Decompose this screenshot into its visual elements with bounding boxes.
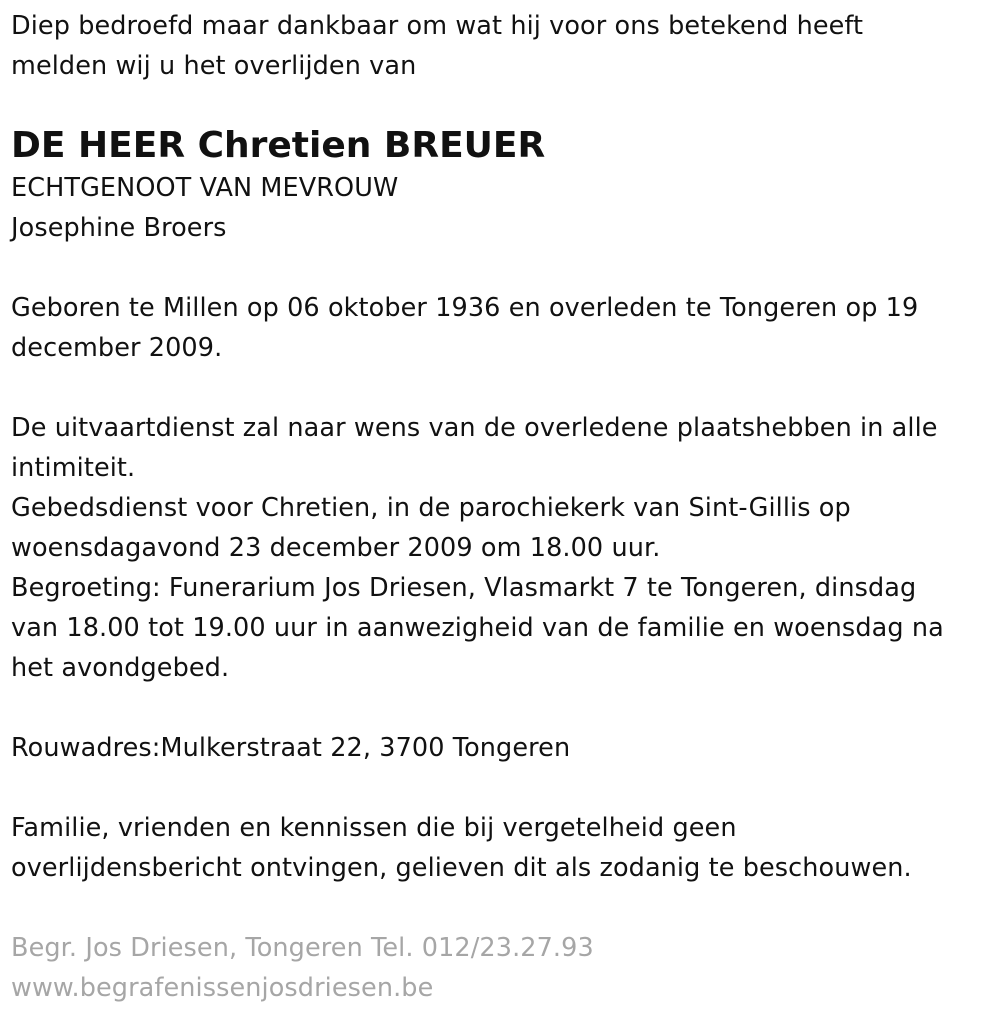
mourning-address: Rouwadres:Mulkerstraat 22, 3700 Tongeren xyxy=(11,733,571,763)
birth-death-line-1: Geboren te Millen op 06 oktober 1936 en overleden te Tongeren op 19 xyxy=(11,293,919,323)
service-line-7: het avondgebed. xyxy=(11,653,230,683)
spacer xyxy=(11,248,991,288)
relation-line: ECHTGENOOT VAN MEVROUW xyxy=(11,173,399,203)
notice-line-1: Familie, vrienden en kennissen die bij vergetelheid geen xyxy=(11,813,737,843)
obituary-document xyxy=(11,6,991,1008)
spacer xyxy=(11,888,991,928)
undertaker-website[interactable]: www.begrafenissenjosdriesen.be xyxy=(11,973,434,1003)
service-line-6: van 18.00 tot 19.00 uur in aanwezigheid van de familie en woensdag na xyxy=(11,613,944,643)
service-line-5: Begroeting: Funerarium Jos Driesen, Vlasmarkt 7 te Tongeren, dinsdag xyxy=(11,573,917,603)
intro-line-1: Diep bedroefd maar dankbaar om wat hij voor ons betekend heeft xyxy=(11,11,864,41)
intro-line-2: melden wij u het overlijden van xyxy=(11,51,417,81)
spacer xyxy=(11,368,991,408)
service-line-1: De uitvaartdienst zal naar wens van de overledene plaatshebben in alle xyxy=(11,413,938,443)
service-line-4: woensdagavond 23 december 2009 om 18.00 uur. xyxy=(11,533,661,563)
notice-line-2: overlijdensbericht ontvingen, gelieven dit als zodanig te beschouwen. xyxy=(11,853,912,883)
birth-death-line-2: december 2009. xyxy=(11,333,223,363)
undertaker-contact: Begr. Jos Driesen, Tongeren Tel. 012/23.27.93 xyxy=(11,933,594,963)
deceased-name: DE HEER Chretien BREUER xyxy=(11,125,546,166)
spacer xyxy=(11,688,991,728)
service-line-2: intimiteit. xyxy=(11,453,136,483)
spouse-name: Josephine Broers xyxy=(11,213,227,243)
service-line-3: Gebedsdienst voor Chretien, in de parochiekerk van Sint-Gillis op xyxy=(11,493,851,523)
spacer xyxy=(11,768,991,808)
